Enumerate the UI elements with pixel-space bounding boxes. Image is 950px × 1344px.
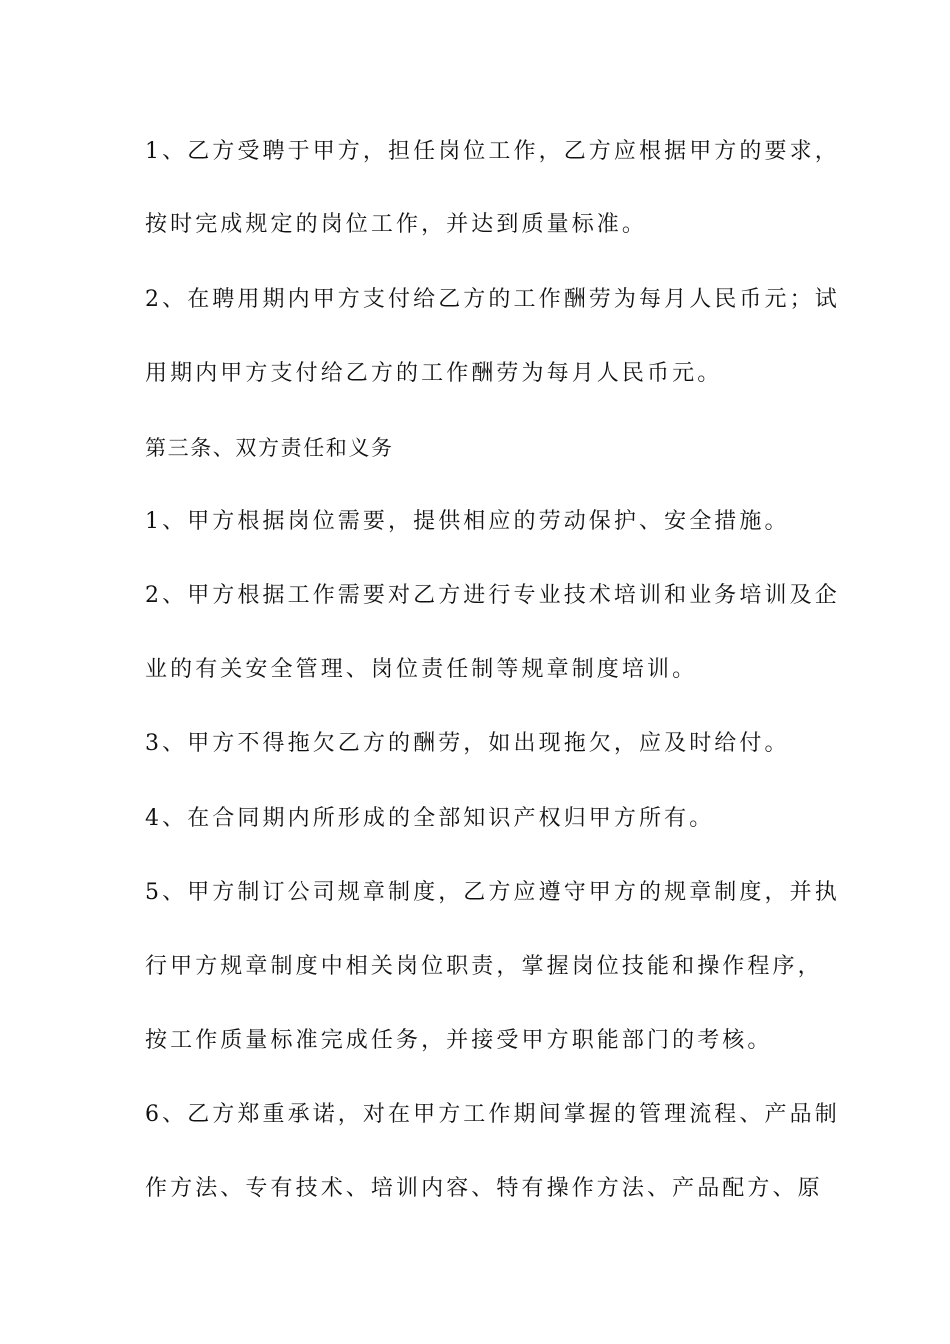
article-3-item-6-line-1: 6、乙方郑重承诺，对在甲方工作期间掌握的管理流程、产品制	[145, 1102, 840, 1127]
article-3-item-2-line-1: 2、甲方根据工作需要对乙方进行专业技术培训和业务培训及企	[145, 583, 840, 608]
clause-2-line-2: 用期内甲方支付给乙方的工作酬劳为每月人民币元。	[145, 361, 723, 386]
article-3-item-3: 3、甲方不得拖欠乙方的酬劳，如出现拖欠，应及时给付。	[145, 731, 790, 756]
article-3-item-6-line-2: 作方法、专有技术、培训内容、特有操作方法、产品配方、原	[145, 1176, 823, 1201]
article-3-item-5-line-3: 按工作质量标准完成任务，并接受甲方职能部门的考核。	[145, 1028, 773, 1053]
article-3-item-1: 1、甲方根据岗位需要，提供相应的劳动保护、安全措施。	[145, 509, 790, 534]
clause-2-line-1: 2、在聘用期内甲方支付给乙方的工作酬劳为每月人民币元；试	[145, 287, 840, 312]
article-3-heading: 第三条、双方责任和义务	[145, 436, 394, 460]
article-3-item-4: 4、在合同期内所形成的全部知识产权归甲方所有。	[145, 806, 715, 831]
clause-1-line-1: 1、乙方受聘于甲方，担任岗位工作，乙方应根据甲方的要求，	[145, 139, 840, 164]
article-3-item-5-line-2: 行甲方规章制度中相关岗位职责，掌握岗位技能和操作程序，	[145, 954, 823, 979]
article-3-item-5-line-1: 5、甲方制订公司规章制度，乙方应遵守甲方的规章制度，并执	[145, 880, 840, 905]
clause-1-line-2: 按时完成规定的岗位工作，并达到质量标准。	[145, 212, 648, 237]
article-3-item-2-line-2: 业的有关安全管理、岗位责任制等规章制度培训。	[145, 657, 698, 682]
